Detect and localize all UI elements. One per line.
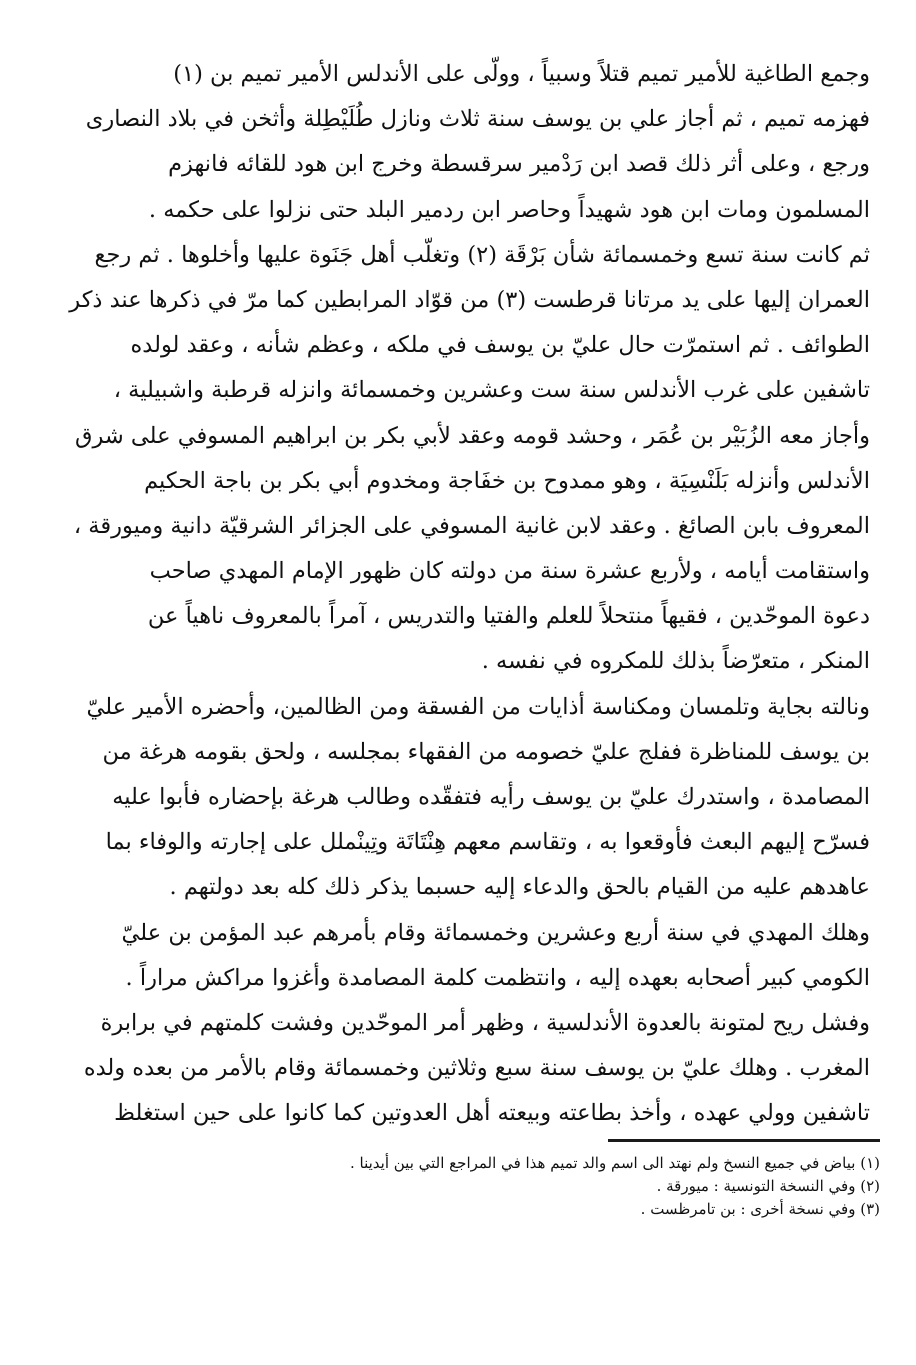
- text-line: العمران إليها على يد مرتانا قرطست (٣) من قوّاد المرابطين كما مرّ في ذكرها عند ذكر: [69, 286, 870, 313]
- text-line: تاشفين وولي عهده ، وأخذ بطاعته وبيعته أهل العدوتين كما كانوا على حين استغلظ: [114, 1100, 870, 1127]
- text-line: المعروف بابن الصائغ . وعقد لابن غانية المسوفي على الجزائر الشرقيّة دانية وميورقة ،: [73, 512, 870, 539]
- text-line: وجمع الطاغية للأمير تميم قتلاً وسبياً ، وولّى على الأندلس الأمير تميم بن (١): [173, 61, 870, 87]
- text-line: دعوة الموحّدين ، فقيهاً منتحلاً للعلم والفتيا والتدريس ، آمراً بالمعروف ناهياً عن: [147, 603, 870, 630]
- text-line: فهزمه تميم ، ثم أجاز علي بن يوسف سنة ثلاث ونازل طُلَيْطِلة وأثخن في بلاد النصارى: [85, 106, 870, 133]
- text-line: وأجاز معه الزُبَيْر بن عُمَر ، وحشد قومه وعقد لأبي بكر بن ابراهيم المسوفي على شرق: [75, 422, 870, 449]
- text-line: فسرّح إليهم البعث فأوقعوا به ، وتقاسم معهم هِنْتَاتَة وتِينْملل على إجارته والوفاء بما: [105, 829, 870, 856]
- text-line: المغرب . وهلك عليّ بن يوسف سنة سبع وثلاثين وخمسمائة وقام بالأمر من بعده ولده: [83, 1055, 870, 1082]
- text-line: وفشل ريح لمتونة بالعدوة الأندلسية ، وظهر أمر الموحّدين وفشت كلمتهم في برابرة: [100, 1009, 870, 1036]
- text-line: تاشفين على غرب الأندلس سنة ست وعشرين وخمسمائة وانزله قرطبة واشبيلية ،: [113, 377, 870, 404]
- text-line: ثم كانت سنة تسع وخمسمائة شأن بَرْقَة (٢) وتغلّب أهل جَنَوة عليها وأخلوها . ثم رجع: [94, 241, 870, 268]
- text-line: الأندلس وأنزله بَلَنْسِيَة ، وهو ممدوح بن خفَاجة ومخدوم أبي بكر بن باجة الحكيم: [144, 467, 870, 494]
- text-line: ورجع ، وعلى أثر ذلك قصد ابن رَدْمير سرقسطة وخرج ابن هود للقائه فانهزم: [168, 151, 870, 178]
- main-text: [69, 52, 870, 1137]
- text-line: بن يوسف للمناظرة ففلج عليّ خصومه من الفقهاء بمجلسه ، ولحق بقومه هرغة من: [102, 738, 870, 765]
- text-line: الكومي كبير أصحابه بعهده إليه ، وانتظمت كلمة المصامدة وأغزوا مراكش مراراً .: [125, 964, 870, 991]
- footnote-2: (٢) وفي النسخة التونسية : ميورقة .: [656, 1177, 880, 1195]
- footnote-3: (٣) وفي نسخة أخرى : بن تامرظست .: [640, 1200, 880, 1218]
- text-line: المنكر ، متعرّضاً بذلك للمكروه في نفسه .: [481, 648, 870, 675]
- text-line: ونالته بجاية وتلمسان ومكناسة أذايات من الفسقة ومن الظالمين، وأحضره الأمير عليّ: [86, 693, 870, 720]
- footnote-divider: [608, 1139, 880, 1142]
- text-line: عاهدهم عليه من القيام بالحق والدعاء إليه حسبما يذكر ذلك كله بعد دولتهم .: [169, 874, 870, 901]
- footnotes: [150, 1152, 880, 1221]
- footnote-1: (١) بياض في جميع النسخ ولم نهتد الى اسم والد تميم هذا في المراجع التي بين أيدينا .: [349, 1154, 880, 1172]
- text-line: المسلمون ومات ابن هود شهيداً وحاصر ابن ردمير البلد حتى نزلوا على حكمه .: [148, 196, 870, 223]
- text-line: المصامدة ، واستدرك عليّ بن يوسف رأيه فتفقّده وطالب هرغة بإحضاره فأبوا عليه: [112, 784, 870, 810]
- text-line: وهلك المهدي في سنة أربع وعشرين وخمسمائة وقام بأمرهم عبد المؤمن بن عليّ: [121, 919, 870, 946]
- text-line: الطوائف . ثم استمرّت حال عليّ بن يوسف في ملكه ، وعظم شأنه ، وعقد لولده: [130, 332, 870, 359]
- text-line: واستقامت أيامه ، ولأربع عشرة سنة من دولته كان ظهور الإمام المهدي صاحب: [149, 558, 870, 585]
